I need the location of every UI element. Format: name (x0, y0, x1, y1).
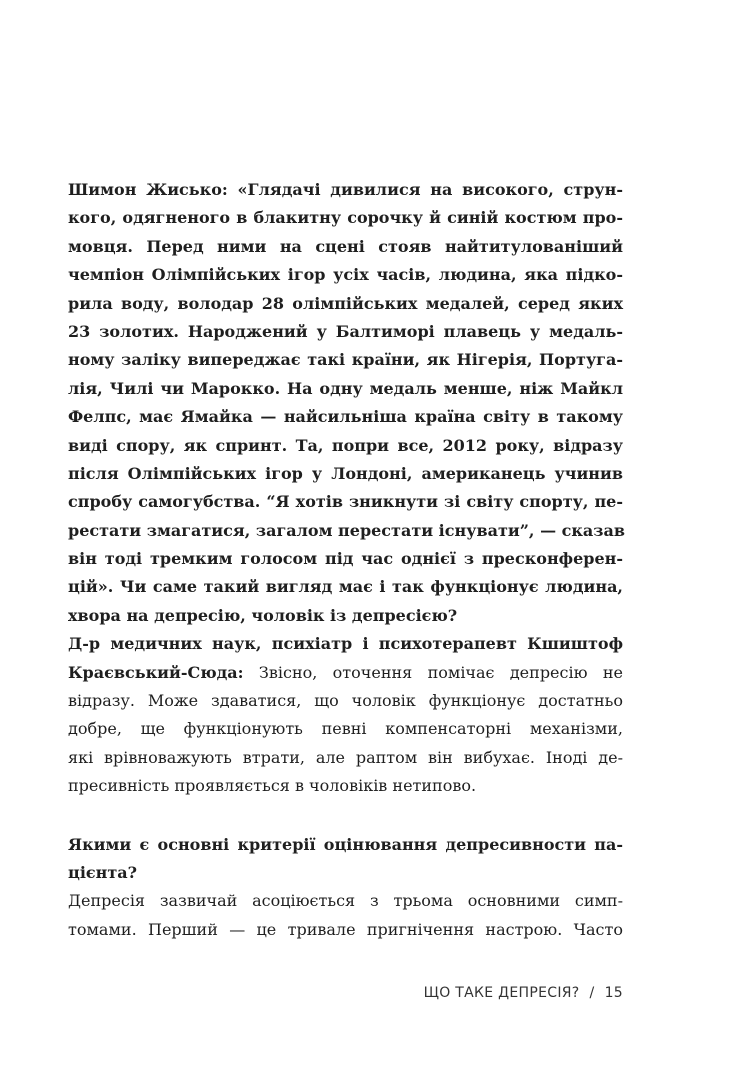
text-line: кого, одягненого в блакитну сорочку й синій костюм про- (68, 208, 623, 228)
text-line: виді спору, як спринт. Та, попри все, 2012 року, відразу (68, 435, 623, 455)
text-line: добре, ще функціонують певні компенсаторні механізми, (68, 719, 623, 739)
expert-title-line: Д-р медичних наук, психіатр і психотерапевт Кшиштоф (68, 634, 623, 654)
text-line: спробу самогубства. “Я хотів зникнути зі світу спорту, пе- (68, 492, 623, 512)
text-line: рестати змагатися, загалом перестати існувати”, — сказав (68, 520, 625, 540)
footer-separator: / (589, 985, 595, 1001)
text-line: він тоді тремким голосом під час однієї з пресконферен- (68, 549, 623, 569)
page-body (68, 176, 623, 944)
text-line: які врівноважують втрати, але раптом він вибухає. Іноді де- (68, 747, 623, 767)
expert-name: Краєвський-Сюда: (68, 662, 244, 682)
text-line: після Олімпійських ігор у Лондоні, американець учинив (68, 463, 623, 483)
text-line: Фелпс, має Ямайка — найсильніша країна світу в такому (68, 407, 623, 427)
page-footer (380, 985, 623, 1001)
interview-quote-paragraph (68, 176, 623, 630)
paragraph-gap (68, 801, 623, 831)
text-line: Шимон Жисько: «Глядачі дивилися на високого, струн- (68, 180, 623, 199)
question-line: цієнта? (68, 862, 138, 882)
answer-paragraph (68, 887, 623, 944)
text-line: 23 золотих. Народжений у Балтиморі плавець у медаль- (68, 321, 623, 341)
text-line: хвора на депресію, чоловік із депресією? (68, 605, 458, 625)
expert-answer-paragraph (68, 630, 623, 800)
text-line: цій». Чи саме такий вигляд має і так функціонує людина, (68, 577, 623, 597)
text-line (68, 659, 623, 687)
running-head: ЩО ТАКЕ ДЕПРЕСІЯ? (423, 985, 580, 1001)
question-line: Якими є основні критерії оцінювання депресивности па- (68, 834, 623, 854)
question-paragraph (68, 831, 623, 888)
text-line: мовця. Перед ними на сцені стояв найтитулованіший (68, 236, 623, 256)
text-line: Депресія зазвичай асоціюється з трьома основними симп- (68, 891, 623, 911)
text-line: ному заліку випереджає такі країни, як Нігерія, Португа- (68, 350, 623, 370)
text-line: відразу. Може здаватися, що чоловік функціонує достатньо (68, 691, 623, 711)
answer-start: Звісно, оточення помічає депресію не (243, 662, 623, 682)
text-line: лія, Чилі чи Марокко. На одну медаль менше, ніж Майкл (68, 378, 623, 398)
text-line: томами. Перший — це тривале пригнічення настрою. Часто (68, 919, 623, 939)
text-line: чемпіон Олімпійських ігор усіх часів, людина, яка підко- (68, 265, 623, 285)
page-number: 15 (604, 985, 623, 1001)
text-line: рила воду, володар 28 олімпійських медалей, серед яких (68, 293, 623, 313)
text-line: пресивність проявляється в чоловіків нетипово. (68, 776, 477, 796)
